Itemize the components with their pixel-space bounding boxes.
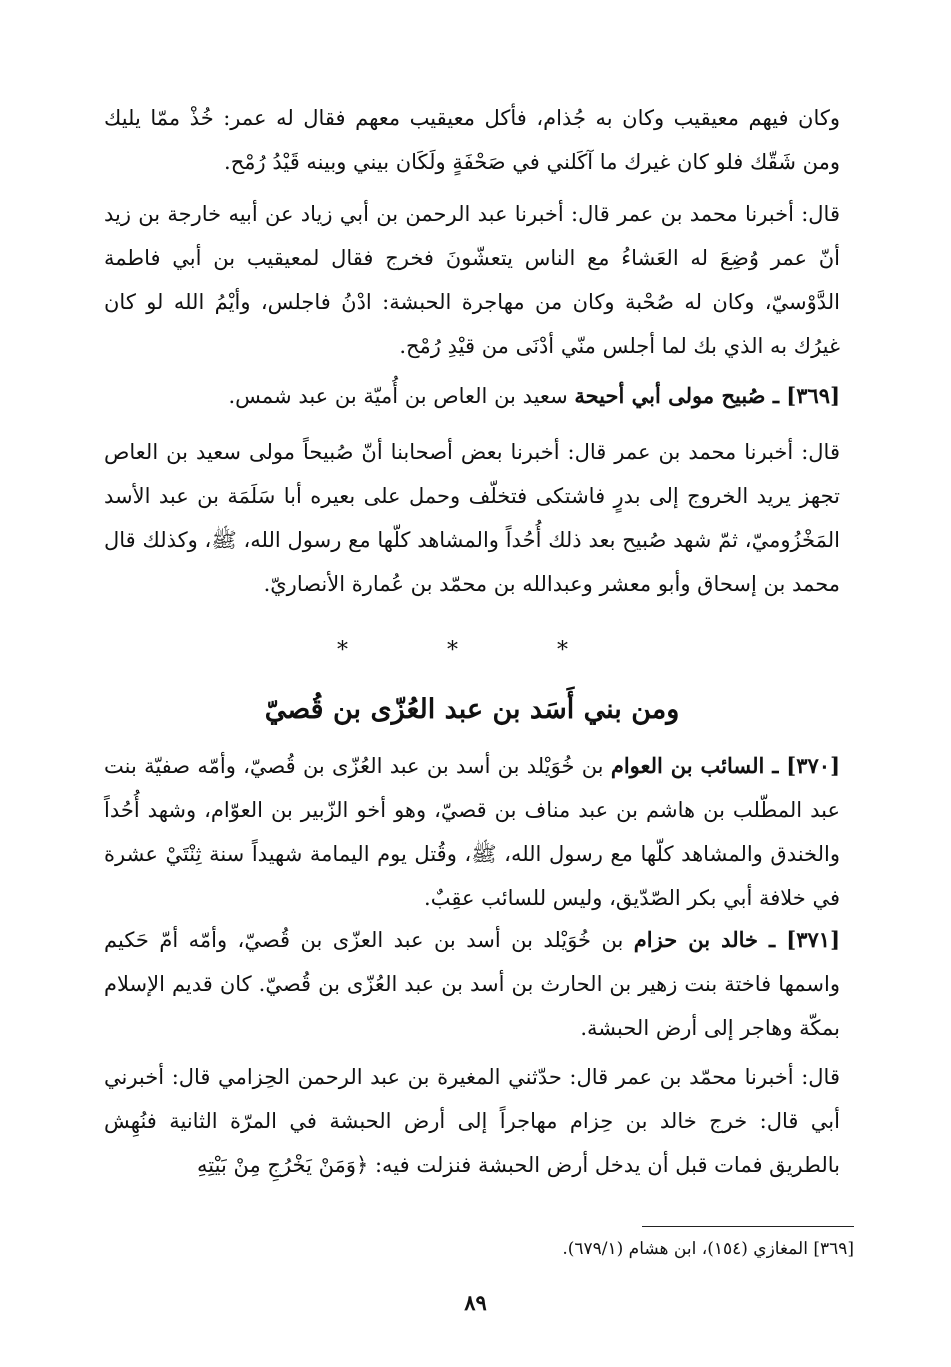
- entry-371-text: [104, 918, 840, 1050]
- entry-370-label: [٣٧٠] ـ السائب بن العوام: [610, 753, 841, 778]
- section-heading: ومن بني أَسَد بن عبد العُزّى بن قُصيّ: [264, 694, 680, 725]
- entry-371-body: بن خُوَيْلد بن أسد بن عبد العزّى بن قُصيّ، وأمّه أمّ حَكيم واسمها فاختة بنت زهير بن الحارث بن أسد بن عبد العُزّى بن قُصيّ. كان قديم الإسلام بمكّة وهاجر إلى أرض الحبشة.: [104, 928, 840, 1040]
- entry-371: [104, 918, 840, 1050]
- entry-369-line: [104, 374, 840, 418]
- entry-370: [104, 744, 840, 920]
- entry-370-body: بن خُوَيْلد بن أسد بن عبد العُزّى بن قُصيّ، وأمّه صفيّة بنت عبد المطّلب بن هاشم بن عبد مناف بن قصيّ، وهو أخو الزّبير بن العوّام، وشهد أُحُداً والخندق والمشاهد كلّها مع رسول الله، ﷺ، وقُتل يوم اليمامة شهيداً سنة ثِنْتَيْ عشرة في خلافة أبي بكر الصّدّيق، وليس للسائب عقِبٌ.: [104, 754, 840, 910]
- paragraph-2-text: قال: أخبرنا محمد بن عمر قال: أخبرنا عبد الرحمن بن أبي زياد عن أبيه خارجة بن زيد أنّ عمر وُضِعَ له العَشاءُ مع الناس يتعشّونَ فخرج فقال لمعيقيب بن أبي فاطمة الدَّوْسيّ، وكان له صُحْبة وكان من مهاجرة الحبشة: ادْنُ فاجلس، وأيْمُ الله لو كان غيرُك به الذي بك لما أجلس منّي أدْنَى من قيْدِ رُمْح.: [104, 202, 840, 358]
- page-number: ٨٩: [464, 1290, 487, 1315]
- footnote: [٣٦٩] المغازي (١٥٤)، ابن هشام (٦٧٩/١).: [562, 1239, 854, 1259]
- paragraph-2: [104, 192, 840, 368]
- entry-369-label: [٣٦٩] ـ صُبيح مولى أبي أحيحة: [574, 383, 840, 408]
- entry-371-label: [٣٧١] ـ خالد بن حزام: [633, 927, 841, 952]
- footnote-divider: [642, 1226, 854, 1227]
- entry-369-lineage: سعيد بن العاص بن أُميّة بن عبد شمس.: [228, 384, 568, 408]
- paragraph-4: [104, 430, 840, 606]
- entry-369-heading: [104, 374, 840, 418]
- entry-370-text: [104, 744, 840, 920]
- paragraph-1: [104, 96, 840, 184]
- paragraph-7-text: قال: أخبرنا محمّد بن عمر قال: حدّثني المغيرة بن عبد الرحمن الحِزامي قال: أخبرني أبي قال: خرج خالد بن حِزام مهاجراً إلى أرض الحبشة في المرّة الثانية فنُهِش بالطريق فمات قبل أن يدخل أرض الحبشة فنزلت فيه: ﴿وَمَنْ يَخْرُجِ مِنْ بَيْتِهِ: [104, 1065, 840, 1177]
- section-divider: * * *: [337, 638, 614, 663]
- paragraph-4-text: قال: أخبرنا محمد بن عمر قال: أخبرنا بعض أصحابنا أنّ صُبيحاً مولى سعيد بن العاص تجهز يريد الخروج إلى بدرٍ فاشتكى فتخلّف وحمل على بعيره أبا سَلَمَة بن عبد الأسد المَخْزُوميّ، ثمّ شهد صُبيح بعد ذلك أُحُداً والمشاهد كلّها مع رسول الله، ﷺ، وكذلك قال محمد بن إسحاق وأبو معشر وعبدالله بن محمّد بن عُمارة الأنصاريّ.: [104, 440, 840, 596]
- paragraph-1-text: وكان فيهم معيقيب وكان به جُذام، فأكل معيقيب معهم فقال له عمر: خُذْ ممّا يليك ومن شَقّك فلو كان غيرك ما آكَلني في صَحْفَةٍ ولَكَان بيني وبينه قَيْدُ رُمْح.: [104, 106, 840, 174]
- paragraph-7: [104, 1055, 840, 1187]
